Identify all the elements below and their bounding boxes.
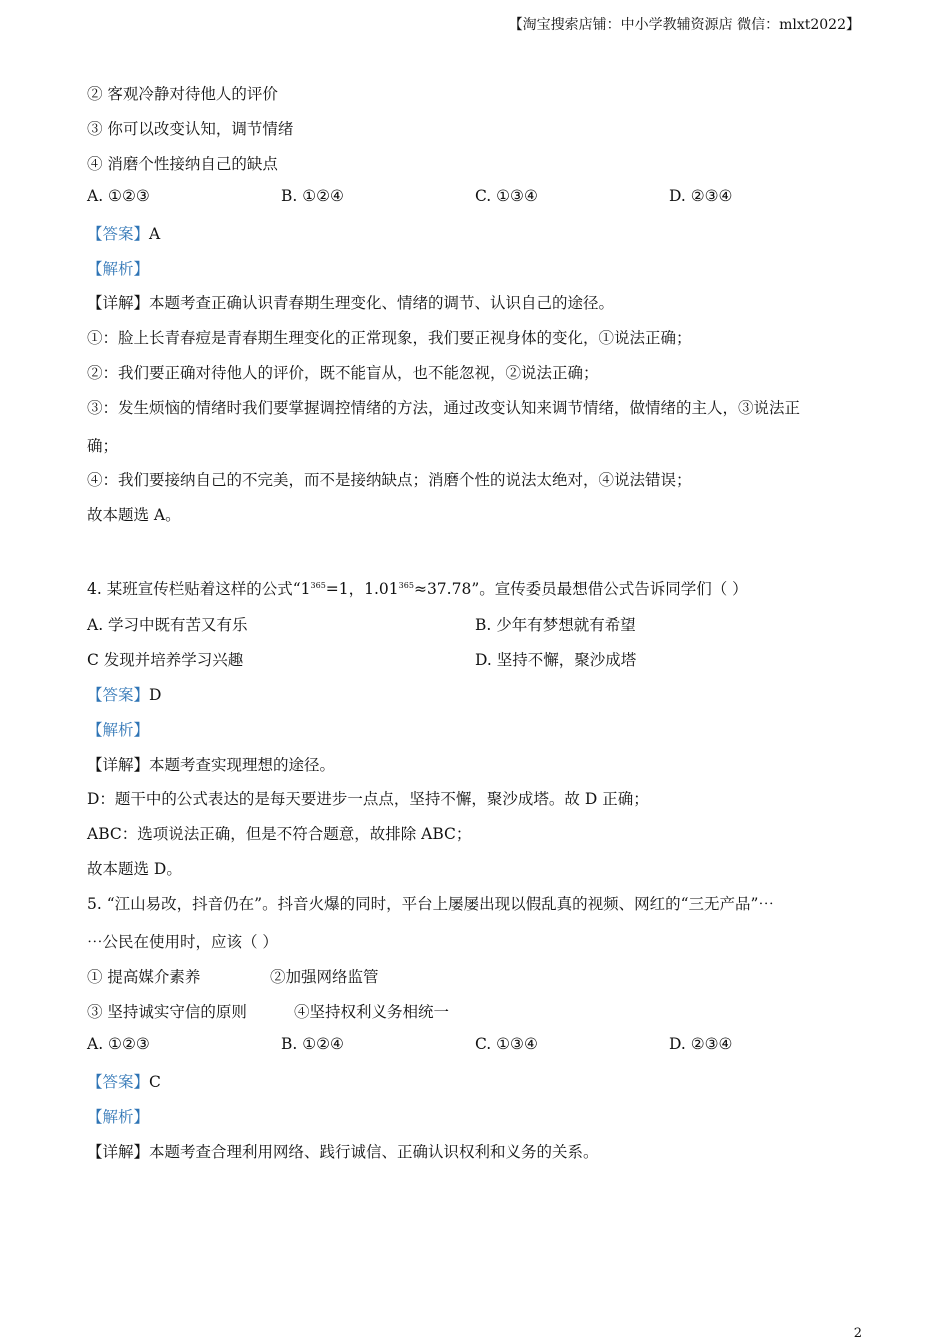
answer-value: C xyxy=(149,1073,161,1091)
q3-option-2: ② 客观冷静对待他人的评价 xyxy=(87,85,278,103)
q3-choice-d: D. ②③④ xyxy=(669,187,733,205)
q3-option-4: ④ 消磨个性接纳自己的缺点 xyxy=(87,155,278,173)
page-header: 【淘宝搜索店铺：中小学教辅资源店 微信：mlxt2022】 xyxy=(508,17,860,33)
q3-conclusion: 故本题选 A。 xyxy=(87,506,181,524)
q3-explain-3a: ③：发生烦恼的情绪时我们要掌握调控情绪的方法，通过改变认知来调节情绪，做情绪的主人，③说法正 xyxy=(87,399,801,417)
q5-option-4: ④坚持权利义务相统一 xyxy=(294,1003,450,1021)
answer-tag: 【答案】 xyxy=(87,686,150,704)
q3-choice-b: B. ①②④ xyxy=(281,187,344,205)
q4-analysis-tag: 【解析】 xyxy=(87,721,150,739)
q3-explain-2: ②：我们要正确对待他人的评价，既不能盲从，也不能忽视，②说法正确； xyxy=(87,364,599,382)
q3-option-3: ③ 你可以改变认知，调节情绪 xyxy=(87,120,294,138)
q4-stem xyxy=(87,577,748,599)
q4-conclusion: 故本题选 D。 xyxy=(87,860,182,878)
answer-value: A xyxy=(149,225,161,243)
q3-explain-1: ①：脸上长青春痘是青春期生理变化的正常现象，我们要正视身体的变化，①说法正确； xyxy=(87,329,692,347)
q5-choice-b: B. ①②④ xyxy=(281,1035,344,1053)
q4-stem-c: ≈37.78”。宣传委员最想借公式告诉同学们（ ） xyxy=(413,580,748,598)
q3-detail: 【详解】本题考查正确认识青春期生理变化、情绪的调节、认识自己的途径。 xyxy=(87,294,615,312)
q5-option-2: ②加强网络监管 xyxy=(270,968,379,986)
q4-choice-d: D. 坚持不懈，聚沙成塔 xyxy=(475,651,637,669)
q5-analysis-tag: 【解析】 xyxy=(87,1108,150,1126)
q3-choice-a: A. ①②③ xyxy=(87,187,150,205)
q5-answer xyxy=(87,1070,161,1092)
q3-answer xyxy=(87,222,160,244)
q3-choice-c: C. ①③④ xyxy=(475,187,538,205)
q3-explain-3b: 确； xyxy=(87,437,119,455)
q4-exponent-2: 365 xyxy=(398,580,414,590)
answer-value: D xyxy=(149,686,162,704)
q4-stem-b: =1，1.01 xyxy=(325,580,399,598)
q5-detail: 【详解】本题考查合理利用网络、践行诚信、正确认识权利和义务的关系。 xyxy=(87,1143,599,1161)
q4-choice-c: C 发现并培养学习兴趣 xyxy=(87,651,244,669)
page-number: 2 xyxy=(853,1326,862,1341)
answer-tag: 【答案】 xyxy=(87,225,150,243)
answer-tag: 【答案】 xyxy=(87,1073,150,1091)
q4-stem-a: 4. 某班宣传栏贴着这样的公式“1 xyxy=(87,580,311,598)
q4-answer xyxy=(87,683,161,705)
q4-explain-1: D：题干中的公式表达的是每天要进步一点点，坚持不懈，聚沙成塔。故 D 正确； xyxy=(87,790,649,808)
q3-analysis-tag: 【解析】 xyxy=(87,260,150,278)
q5-choice-c: C. ①③④ xyxy=(475,1035,538,1053)
q4-explain-2: ABC：选项说法正确，但是不符合题意，故排除 ABC； xyxy=(87,825,472,843)
q5-stem-b: ⋯公民在使用时，应该（ ） xyxy=(87,933,278,951)
q5-stem-a: 5. “江山易改，抖音仍在”。抖音火爆的同时，平台上屡屡出现以假乱真的视频、网红的“三无产品”⋯ xyxy=(87,895,774,913)
q4-exponent-1: 365 xyxy=(310,580,326,590)
q4-detail: 【详解】本题考查实现理想的途径。 xyxy=(87,756,336,774)
q5-option-3: ③ 坚持诚实守信的原则 xyxy=(87,1003,247,1021)
q4-choice-a: A. 学习中既有苦又有乐 xyxy=(87,616,248,634)
q5-choice-d: D. ②③④ xyxy=(669,1035,733,1053)
q5-option-1: ① 提高媒介素养 xyxy=(87,968,201,986)
q3-explain-4: ④：我们要接纳自己的不完美，而不是接纳缺点；消磨个性的说法太绝对，④说法错误； xyxy=(87,471,692,489)
q5-choice-a: A. ①②③ xyxy=(87,1035,150,1053)
q4-choice-b: B. 少年有梦想就有希望 xyxy=(475,616,636,634)
